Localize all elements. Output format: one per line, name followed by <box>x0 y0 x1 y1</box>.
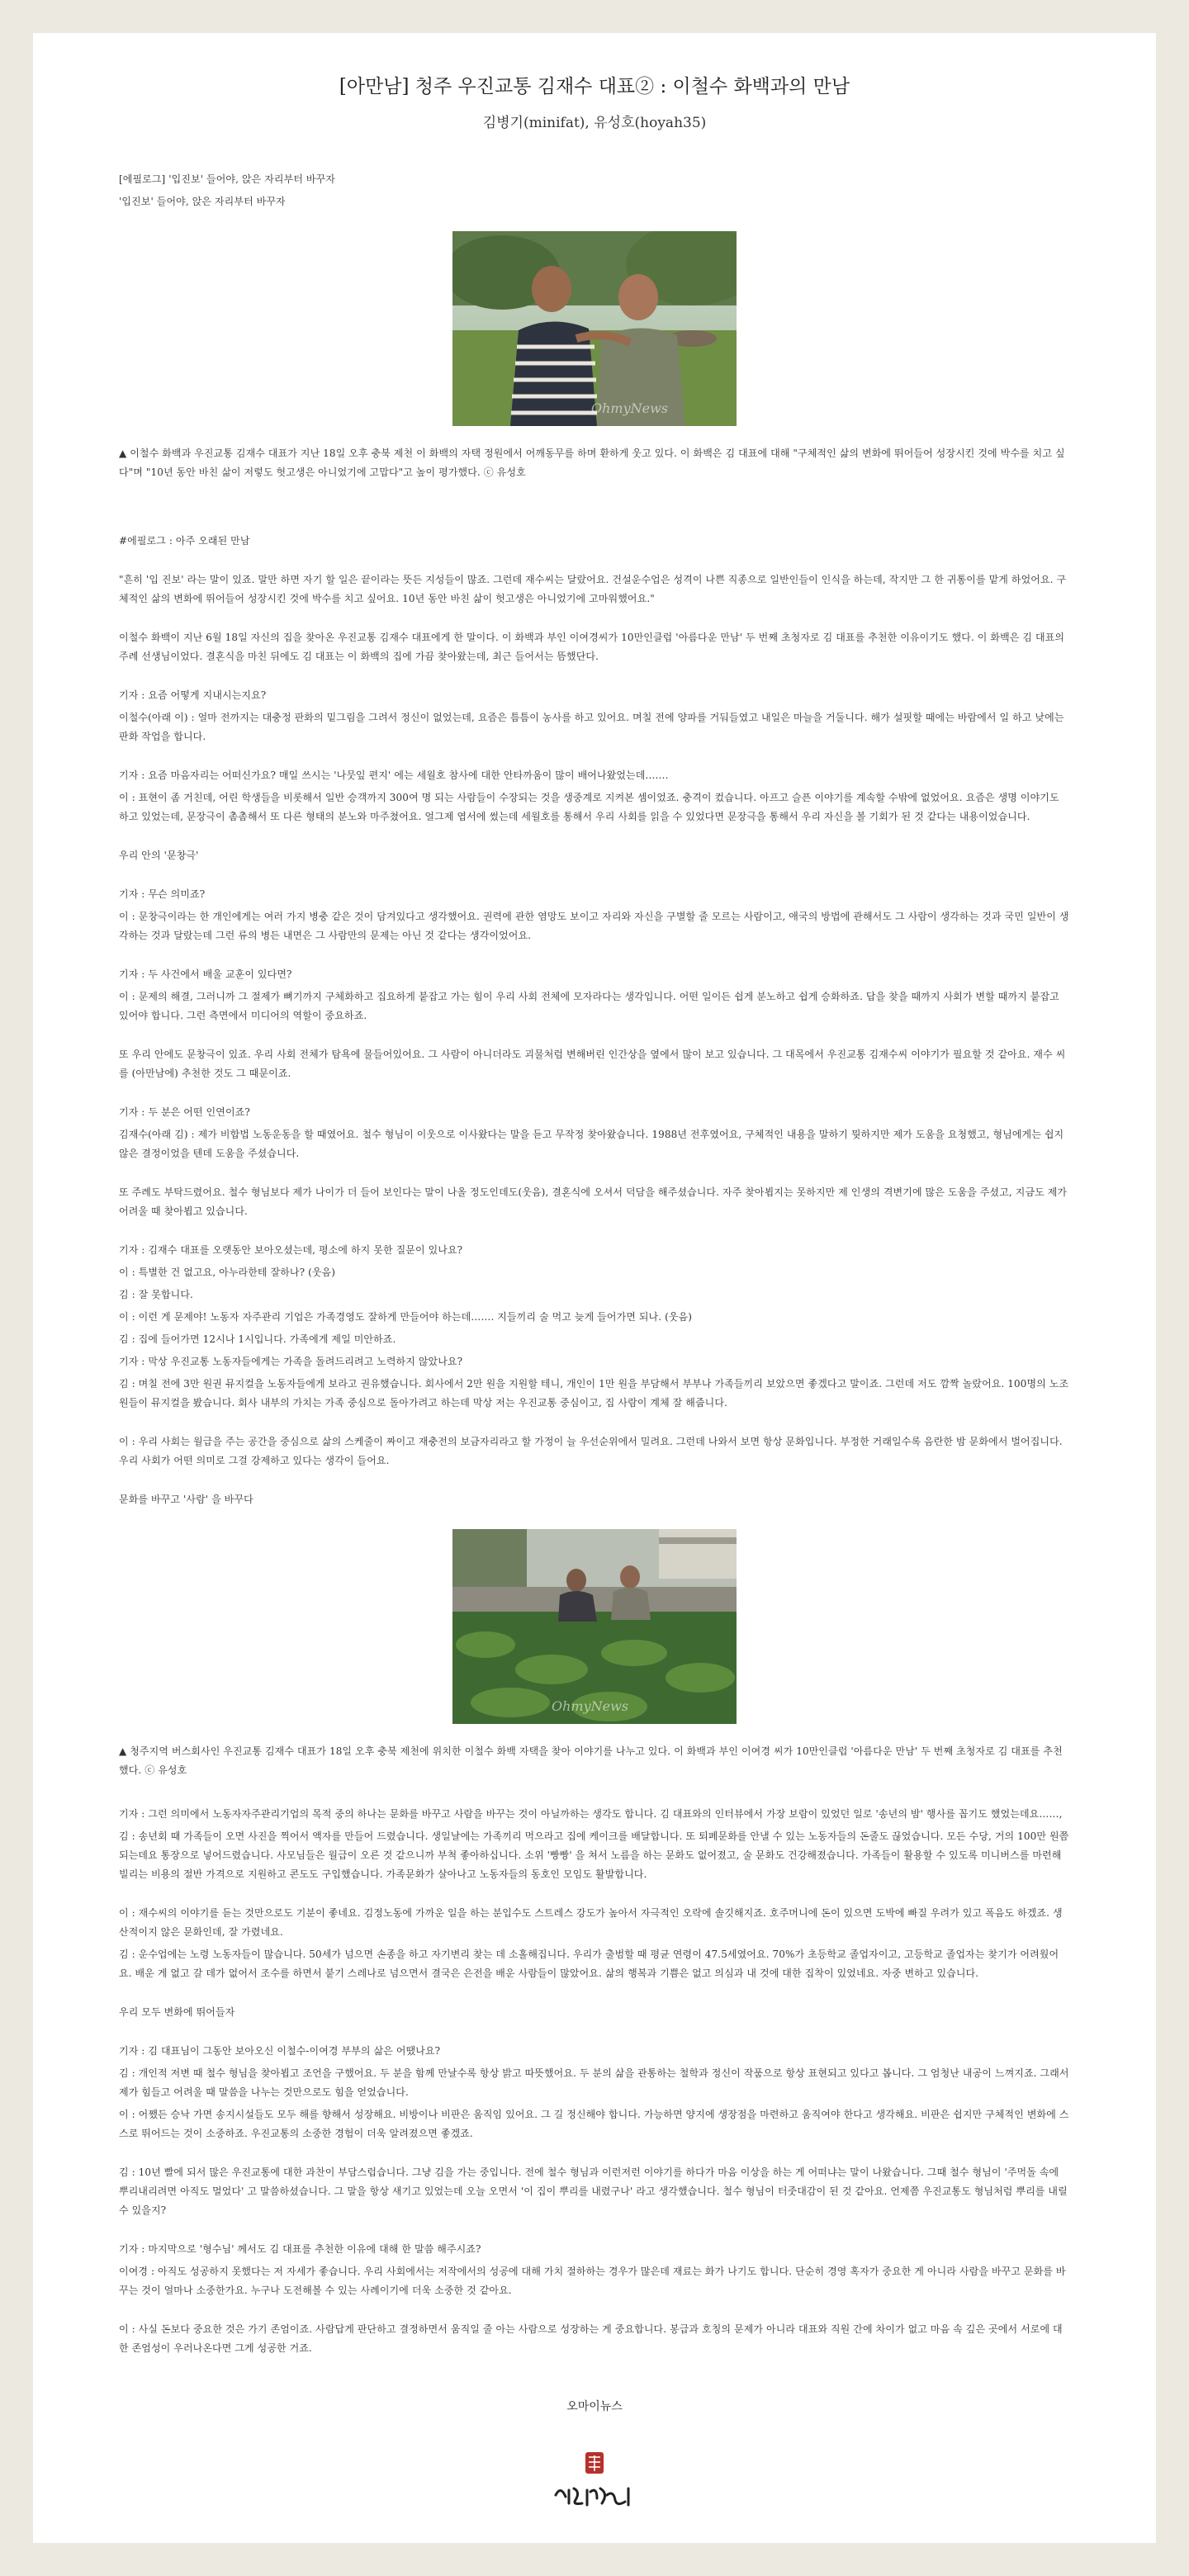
qa3-question: 기자 : 무슨 의미죠? <box>119 888 206 900</box>
qa5-answer: 김재수(아래 김) : 제가 비합법 노동운동을 할 때였어요. 철수 형님이 이웃으로 이사왔다는 말을 듣고 무작정 찾아왔습니다. 1988년 전후였어요, 구체적인 내용을 말하기 뭣하지만 제가 도움을 요청했고, 형님에게는 쉽지 않은 결정이었을 텐데 도움을 주셨습니다. <box>119 1129 1064 1159</box>
qa7-answer: 김 : 송년회 때 가족들이 오면 사진을 찍어서 액자를 만들어 드렸습니다. 생일날에는 가족끼리 먹으라고 집에 케이크를 배달합니다. 또 퇴폐문화를 안낼 수 있는 노동자들의 돈줄도 끊었습니다. 모든 수당, 거의 100만 원쯤 되는데요 통장으로 넣어드렸습니다. 사모님들은 월급이 오른 것 같으니까 부척 좋아하십니다. 소위 '빵빵' 을 쳐서 노름을 하는 문화도 없어졌고, 술 문화도 건강해졌습니다. 가족들이 활용할 수 있도록 미니버스를 마련해 빌리는 비용의 절반 가격으로 지원하고 콘도도 구입했습니다. 가족문화가 살아나고 노동자들의 동호인 모임도 활발합니다. <box>119 1830 1069 1880</box>
qa6-line-6: 기자 : 막상 우진교통 노동자들에게는 가족을 돌려드리려고 노력하지 않았나요? <box>119 1356 463 1367</box>
qa9-question: 기자 : 김 대표님이 그동안 보아오신 이철수-이여경 부부의 삶은 어땠나요? <box>119 2045 441 2057</box>
qa9-answer-2: 이 : 어쨌든 승낙 가면 송지시설들도 모두 해를 향해서 성장해요. 비방이나 비판은 움직임 있어요. 그 길 정신해야 합니다. 가능하면 양지에 생장점을 마련하고 움직여야 한다고 생각해요. 비판은 쉽지만 구체적인 변화에 스스로 뛰어드는 것이 소중하죠. 우진교통의 소중한 경험이 더욱 알려졌으면 좋겠죠. <box>119 2109 1069 2139</box>
photo2-watermark: OhmyNews <box>552 1698 629 1714</box>
qa2-question: 기자 : 요즘 마음자리는 어떠신가요? 매일 쓰시는 '나뭇잎 편지' 에는 세월호 참사에 대한 안타까움이 많이 배어나왔었는데……. <box>119 769 669 781</box>
prologue-line-2: '입진보' 들어야, 앉은 자리부터 바꾸자 <box>119 196 286 207</box>
article-title: [아만남] 청주 우진교통 김재수 대표② : 이철수 화백과의 만남 <box>339 76 850 97</box>
qa4-question: 기자 : 두 사건에서 배울 교훈이 있다면? <box>119 968 292 980</box>
qa2-answer: 이 : 표현이 좀 거친데, 어린 학생들을 비롯해서 일반 승객까지 300여 명 되는 사람들이 수장되는 것을 생중계로 지켜본 셈이었죠. 충격이 컸습니다. 아프고 슬픈 이야기를 계속할 수밖에 없었어요. 요즘은 생명 이야기도 하고 있었는데, 문장극이 촘촘해서 또 다른 형태의 분노와 마주쳤어요. 얼그제 엽서에 썼는데 세월호를 통해서 우리 사회를 읽을 수 있었다면 문장극을 통해서 우리 자신을 볼 기회가 된 것 같다는 내용이었습니다. <box>119 792 1059 822</box>
calligraphy-logo-icon <box>549 2449 640 2515</box>
qa10-question: 기자 : 마지막으로 '형수님' 께서도 김 대표를 추천한 이유에 대해 한 말씀 해주시죠? <box>119 2243 481 2255</box>
paragraph-5: 이 : 우리 사회는 월급을 주는 공간을 중심으로 삶의 스케줄이 짜이고 재충전의 보금자리라고 할 가정이 늘 우선순위에서 밀려요. 그런데 나와서 보면 항상 문화입니다. 부정한 거래일수록 음란한 밤 문화에서 벌어집니다. 우리 사회가 어떤 의미로 그걸 강제하고 있다는 생각이 들어요. <box>119 1436 1063 1466</box>
qa8-line-2: 김 : 운수업에는 노령 노동자들이 많습니다. 50세가 넘으면 손종을 하고 자기변리 찾는 데 소홀해집니다. 우리가 출범할 때 평균 연령이 47.5세였어요. 70%가 초등학교 졸업자이고, 고등학교 졸업자는 찾기가 어려웠어요. 배운 게 없고 갈 데가 없어서 조수를 하면서 붙기 스레나로 넘으면서 결국은 은전을 배운 사람들이 많았어요. 삶의 행복과 기쁨은 없고 의심과 내 것에 대한 집착이 있었네요. 자중 변하고 있습니다. <box>119 1949 1059 1979</box>
article-byline: 김병기(minifat), 유성호(hoyah35) <box>482 115 707 131</box>
qa6-line-5: 김 : 집에 들어가면 12시나 1시입니다. 가족에게 제일 미안하죠. <box>119 1333 396 1345</box>
section-heading-mun: 우리 안의 '문창극' <box>119 850 199 861</box>
section-heading-epilogue: #에필로그 : 아주 오래된 만남 <box>119 535 250 547</box>
paragraph-2: 이철수 화백이 지난 6월 18일 자신의 집을 찾아온 우진교통 김재수 대표에게 한 말이다. 이 화백과 부인 이여경씨가 10만인클럽 '아름다운 만남' 두 번째 초청자로 김 대표를 추천한 이유이기도 했다. 이 화백은 김 대표의 주례 선생님이었다. 결혼식을 마친 뒤에도 김 대표는 이 화백의 집에 가끔 찾아왔는데, 최근 들어서는 뜸했단다. <box>119 632 1065 662</box>
paragraph-1: "흔히 '입 진보' 라는 말이 있죠. 말만 하면 자기 할 일은 끝이라는 뜻든 지성들이 많죠. 그런데 재수씨는 달랐어요. 건설운수업은 성격이 나쁜 직종으로 일반인들이 인식을 하는데, 작지만 그 한 귀통이를 맡게 하었어요. 구체적인 삶의 변화에 뛰어들어 성장시킨 것에 박수를 치고 싶어요. 10년 동안 바친 삶이 헛고생은 아니었기에 고마워했어요." <box>119 574 1067 604</box>
qa3-answer: 이 : 문창극이라는 한 개인에게는 여러 가지 병충 같은 것이 담겨있다고 생각했어요. 권력에 관한 염망도 보이고 자리와 자신을 구별할 줄 모르는 사람이고, 애국의 방법에 관해서도 그 사람이 생각하는 것과 국민 일반이 생각하는 것과 달랐는데 그런 류의 병든 내면은 그 사람만의 문제는 아닌 것 같다는 생각이었어요. <box>119 911 1069 941</box>
qa9-answer-1: 김 : 개인적 저변 때 철수 형님을 찾아뵙고 조언을 구했어요. 두 분을 함께 만날수록 항상 밝고 따뜻했어요. 두 분의 삶을 관통하는 철학과 정신이 작품으로 항상 표현되고 있다고 봅니다. 그 엄청난 내공이 느껴지죠. 그래서 제가 힘들고 어려울 때 말씀을 나누는 것만으로도 힘을 얻었습니다. <box>119 2067 1069 2098</box>
qa6-line-3: 김 : 잘 못합니다. <box>119 1289 193 1300</box>
qa6-line-4: 이 : 이런 게 문제야! 노동자 자주관리 기업은 가족경영도 잘하게 만들어야 하는데……. 지들끼리 술 먹고 늦게 들어가면 되나. (웃음) <box>119 1311 693 1323</box>
qa1-question: 기자 : 요즘 어떻게 지내시는지요? <box>119 689 267 701</box>
section-heading-change: 우리 모두 변화에 뛰어들자 <box>119 2006 235 2018</box>
qa5-question: 기자 : 두 분은 어떤 인연이죠? <box>119 1106 250 1118</box>
qa10-answer: 이여경 : 아직도 성공하지 못했다는 저 자세가 좋습니다. 우리 사회에서는 저작에서의 성공에 대해 가치 절하하는 경우가 많은데 재료는 화가 나기도 합니다. 단순히 경영 혹자가 중요한 게 아니라 사람을 바꾸고 문화를 바꾸는 것이 얼마나 소중한가요. 누구나 도전해볼 수 있는 사례이기에 더욱 소중한 것 같아요. <box>119 2266 1066 2296</box>
prologue-line-1: [에필로그] '입진보' 들어야, 앉은 자리부터 바꾸자 <box>119 173 335 185</box>
qa7-question: 기자 : 그런 의미에서 노동자자주관리기업의 목적 중의 하나는 문화를 바꾸고 사람을 바꾸는 것이 아닐까하는 생각도 합니다. 김 대표와의 인터뷰에서 가장 보람이 있었던 일로 '송년의 밤' 행사를 꼽기도 했었는데요……, <box>119 1808 1063 1820</box>
photo1-watermark: OhmyNews <box>591 400 669 416</box>
photo2-caption: ▲ 청주지역 버스회사인 우진교통 김재수 대표가 18일 오후 충북 제천에 위치한 이철수 화백 자택을 찾아 이야기를 나누고 있다. 이 화백과 부인 이여경 씨가 10만인클럽 '아름다운 만남' 두 번째 초청자로 김 대표를 추천했다. ⓒ 유성호 <box>119 1745 1063 1776</box>
footer-publisher: 오마이뉴스 <box>566 2400 623 2413</box>
qa6-line-7: 김 : 며칠 전에 3만 원권 뮤지컬을 노동자들에게 보라고 권유했습니다. 회사에서 2만 원을 지원할 테니, 개인이 1만 원을 부담해서 부부나 가족들끼리 보았으면 좋겠다고 말이죠. 그런데 저도 깜짝 놀랐어요. 100명의 노조원들이 뮤지컬을 봤습니다. 회사 내부의 가치는 가족 중심으로 돌아가려고 하는데 막상 저는 우진교통 중심이고, 집 사람이 계체 잘 해줍니다. <box>119 1378 1069 1409</box>
article-content <box>119 33 1070 2515</box>
photo-two-men-garden <box>452 231 737 426</box>
paragraph-7: 이 : 사실 돈보다 중요한 것은 가기 존엄이죠. 사람답게 판단하고 결정하면서 움직일 줄 아는 사람으로 성장하는 게 중요합니다. 봉급과 호칭의 문제가 아니라 대표와 직원 간에 차이가 없고 마음 속 깊은 곳에서 서로에 대한 존엄성이 우러나온다면 그게 성공한 거죠. <box>119 2323 1063 2354</box>
qa8-line-1: 이 : 재수씨의 이야기를 듣는 것만으로도 기분이 좋네요. 김정노동에 가까운 일을 하는 분입수도 스트레스 강도가 높아서 자극적인 오락에 솔깃해지죠. 호주머니에 돈이 있으면 도박에 빠질 우려가 있고 폭음도 하겠죠. 생산적이지 않은 문화인데, 잘 가렸네요. <box>119 1907 1063 1938</box>
qa4-answer: 이 : 문제의 해결, 그러니까 그 절제가 뼈기까지 구체화하고 집요하게 붙잡고 가는 힘이 우리 사회 전체에 모자라다는 생각입니다. 어떤 일이든 쉽게 분노하고 쉽게 승화하죠. 답을 찾을 때까지 사회가 변할 때까지 붙잡고 있어야 합니다. 그런 측면에서 미디어의 역할이 중요하죠. <box>119 991 1059 1021</box>
article-page <box>33 33 1156 2543</box>
paragraph-6: 김 : 10년 빨에 되서 많은 우진교통에 대한 과찬이 부담스럽습니다. 그냥 김을 가는 중입니다. 전에 철수 형님과 이런저런 이야기를 하다가 마음 이상을 하는 게 어떠냐는 말이 나왔습니다. 그때 철수 형님이 '주먹돌 속에 뿌리내리려면 아직도 멀었다' 고 말씀하셨습니다. 그 말을 항상 새기고 있었는데 오늘 오면서 '이 집이 뿌리를 내렸구나' 라고 생각했습니다. 철수 형님이 터줏대감이 된 것 같아요. 언제쯤 우진교통도 형님처럼 뿌리를 내릴 수 있을지? <box>119 2166 1068 2216</box>
photo-lotus-pond <box>452 1529 737 1724</box>
photo1-caption: ▲ 이철수 화백과 우진교통 김재수 대표가 지난 18일 오후 충북 제천 이 화백의 자택 정원에서 어깨동무를 하며 환하게 웃고 있다. 이 화백은 김 대표에 대해 "구체적인 삶의 변화에 뛰어들어 성장시킨 것에 박수를 치고 싶다"며 "10년 동안 바친 삶이 저렇도 헛고생은 아니었기에 고맙다"고 높이 평가했다. ⓒ 유성호 <box>119 447 1065 478</box>
qa1-answer: 이철수(아래 이) : 얼마 전까지는 대충정 판화의 밑그림을 그려서 정신이 없었는데, 요즘은 틈틈이 농사를 하고 있어요. 며칠 전에 양파를 거둬들였고 내일은 마늘을 거둘니다. 해가 설핏할 때에는 바람에서 일 하고 낮에는 판화 작업을 합니다. <box>119 712 1064 742</box>
paragraph-4: 또 주례도 부탁드렸어요. 철수 형님보다 제가 나이가 더 들어 보인다는 말이 나올 정도인데도(웃음), 결혼식에 오셔서 덕담을 해주셨습니다. 자주 찾아뵙지는 못하지만 제 인생의 격변기에 많은 도움을 주셨고, 지금도 제가 어려울 때 찾아뵙고 있습니다. <box>119 1186 1068 1217</box>
section-heading-culture: 문화를 바꾸고 '사람' 을 바꾸다 <box>119 1494 253 1505</box>
paragraph-3: 또 우리 안에도 문창극이 있죠. 우리 사회 전체가 탐욕에 물들어있어요. 그 사람이 아니더라도 괴물처럼 변해버린 인간상을 옆에서 많이 보고 있습니다. 그 대목에서 우진교통 김재수씨 이야기가 필요할 것 같아요. 재수 씨를 (아만남에) 추천한 것도 그 때문이죠. <box>119 1049 1066 1079</box>
qa6-line-1: 기자 : 김재수 대표를 오랫동안 보아오셨는데, 평소에 하지 못한 질문이 있나요? <box>119 1244 463 1256</box>
qa6-line-2: 이 : 특별한 건 없고요, 아누라한테 잘하나? (웃음) <box>119 1267 336 1278</box>
